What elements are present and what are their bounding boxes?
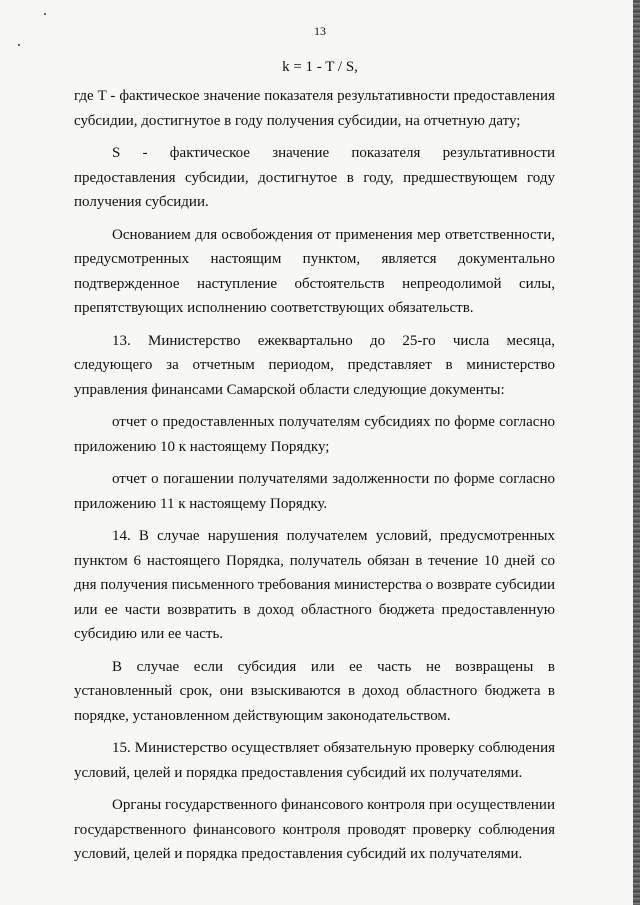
paragraph-item-13: 13. Министерство ежеквартально до 25-го числа месяца, следующего за отчетным периодом, представляет в министерство управления финансами Самарской области следующие документы:: [74, 332, 555, 398]
formula: k = 1 - T / S,: [282, 59, 358, 75]
paragraph-t-definition: где T - фактическое значение показателя результативности предоставления субсидии, достигнутое в году получения субсидии, на отчетную дату;: [74, 88, 555, 129]
scan-speck: [18, 44, 20, 46]
scan-speck: [44, 13, 46, 15]
body-text: [74, 84, 555, 867]
paragraph-s-definition: S - фактическое значение показателя результативности предоставления субсидии, достигнутое в году, предшествующем году получения субсидии.: [74, 145, 555, 210]
paragraph-item-14-recovery: В случае если субсидия или ее часть не возвращены в установленный срок, они взыскиваются в доход областного бюджета в порядке, установленном действующим законодательством.: [74, 658, 555, 724]
paragraph-report-subsidies: отчет о предоставленных получателям субсидиях по форме согласно приложению 10 к настоящему Порядку;: [74, 414, 555, 455]
paragraph-item-15-control: Органы государственного финансового контроля при осуществлении государственного финансового контроля проводят проверку соблюдения условий, целей и порядка предоставления субсидий их получателями.: [74, 797, 555, 862]
paragraph-report-debt: отчет о погашении получателями задолженности по форме согласно приложению 11 к настоящему Порядку.: [74, 471, 555, 512]
paragraph-item-14: 14. В случае нарушения получателем условий, предусмотренных пунктом 6 настоящего Порядка, получатель обязан в течение 10 дней со дня получения письменного требования министерства о возврате субсидии или ее части возвратить в доход областного бюджета предоставленную субсидию или ее часть.: [74, 528, 555, 642]
page-number: 13: [314, 24, 326, 38]
paragraph-release-basis: Основанием для освобождения от применения мер ответственности, предусмотренных настоящим пунктом, является документально подтвержденное наступление обстоятельств непреодолимой силы, препятствующих исполнению соответствующих обязательств.: [74, 226, 555, 316]
paragraph-item-15: 15. Министерство осуществляет обязательную проверку соблюдения условий, целей и порядка предоставления субсидий их получателями.: [74, 740, 555, 781]
scan-edge: [633, 0, 640, 905]
